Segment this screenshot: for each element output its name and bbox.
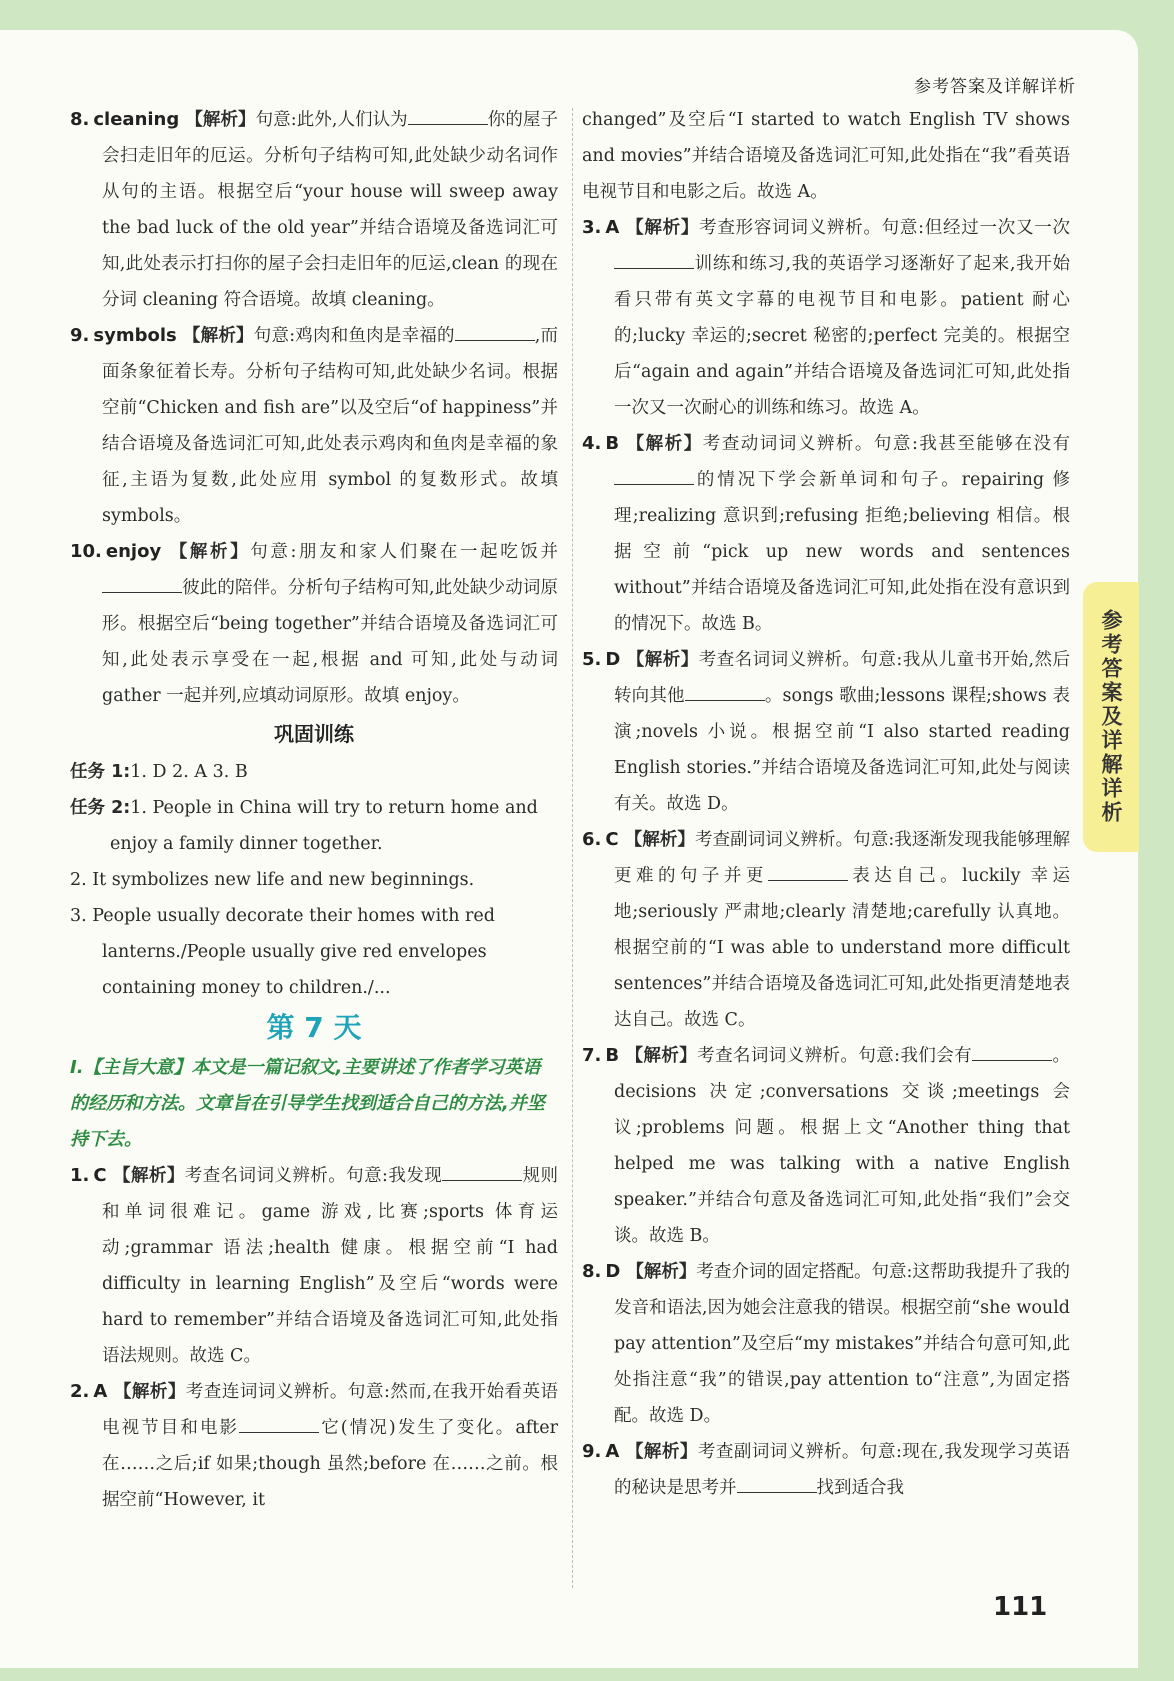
side-tab: 参考答案及详解详析: [1083, 582, 1139, 852]
day-title: 第 7 天: [266, 1011, 362, 1044]
task1: 任务 1:1. D 2. A 3. B: [70, 762, 248, 782]
answer-item: 2. A 【解析】考查连词词义辨析。句意:然而,在我开始看英语电视节目和电影 它(情况)发生了变化。after 在……之后;if 如果;though 虽然;before 在……之前。根据空前“However, it: [70, 1381, 558, 1510]
answer-item: 1. C 【解析】考查名词词义辨析。句意:我发现 规则和单词很难记。game 游戏,比赛;sports 体育运动;grammar 语法;health 健康。根据空前“I had difficulty in learning English”及空后“words were hard to remember”并结合语境及备选词汇可知,此处指语法规则。故选 C。: [70, 1158, 558, 1374]
answer-blank: [972, 1042, 1052, 1061]
answer-item: 6. C 【解析】考查副词词义辨析。句意:我逐渐发现我能够理解更难的句子并更 表达自己。luckily 幸运地;seriously 严肃地;clearly 清楚地;carefully 认真地。根据空前的“I was able to understand more difficult sentences”并结合语境及备选词汇可知,此处指更清楚地表达自己。故选 C。: [582, 829, 1071, 1030]
continued-text: changed”及空后“I started to watch English TV shows and movies”并结合语境及备选词汇可知,此处指在“我”看英语电视节目和电影之后。故选 A。: [582, 110, 1070, 202]
answer-blank: [737, 1474, 817, 1493]
answer-blank: [408, 106, 488, 125]
page-number: 111: [993, 1592, 1048, 1622]
answer-item: 9. symbols 【解析】句意:鸡肉和鱼肉是幸福的 ,而面条象征着长寿。分析句子结构可知,此处缺少名词。根据空前“Chicken and fish are”以及空后“of happiness”并结合语境及备选词汇可知,此处表示鸡肉和鱼肉是幸福的象征,主语为复数,此处应用 symbol 的复数形式。故填 symbols。: [70, 318, 558, 534]
answer-blank: [442, 1162, 522, 1181]
left-column: [70, 102, 558, 1518]
answer-item: 10. enjoy 【解析】句意:朋友和家人们聚在一起吃饭并彼此的陪伴。分析句子结构可知,此处缺少动词原形。根据空后“being together”并结合语境及备选词汇可知,此处表示享受在一起,根据 and 可知,此处与动词 gather 一起并列,应填动词原形。故填 enjoy。: [70, 541, 558, 706]
answer-item: 8. D 【解析】考查介词的固定搭配。句意:这帮助我提升了我的发音和语法,因为她会注意我的错误。根据空前“she would pay attention”及空后“my mistakes”并结合句意可知,此处指注意“我”的错误,pay attention to“注意”,为固定搭配。故选 D。: [582, 1261, 1070, 1426]
answer-blank: [614, 466, 694, 485]
answer-blank: [685, 682, 765, 701]
right-column: [582, 102, 1070, 1506]
answer-item: 9. A 【解析】考查副词词义辨析。句意:现在,我发现学习英语的秘诀是思考并 找到适合我: [582, 1441, 1070, 1498]
answer-item: 5. D 【解析】考查名词词义辨析。句意:我从儿童书开始,然后转向其他 。songs 歌曲;lessons 课程;shows 表演;novels 小说。根据空前“I also started reading English stories.”并结合语境及备选词汇可知,此处与阅读有关。故选 D。: [582, 649, 1071, 814]
answer-blank: [455, 322, 535, 341]
answer-blank: [239, 1414, 319, 1433]
task2: 任务 2:1. People in China will try to return home and enjoy a family dinner together. 2. It symbolizes new life and new beginnings. 3. People usually decorate their homes with red lanterns./People usually give red envelopes containing money to children./...: [70, 798, 538, 998]
answer-item: 7. B 【解析】考查名词词义辨析。句意:我们会有 。decisions 决定;conversations 交谈;meetings 会议;problems 问题。根据上文“Another thing that helped me was talking with a native English speaker.”并结合句意及备选词汇可知,此处指“我们”会交谈。故选 B。: [582, 1038, 1070, 1254]
answer-blank: [768, 862, 848, 881]
answer-blank: [102, 574, 182, 593]
answer-item: 8. cleaning 【解析】句意:此外,人们认为 你的屋子会扫走旧年的厄运。分析句子结构可知,此处缺少动名词作从句的主语。根据空后“your house will sweep away the bad luck of the old year”并结合语境及备选词汇可知,此处表示打扫你的屋子会扫走旧年的厄运,clean 的现在分词 cleaning 符合语境。故填 cleaning。: [70, 102, 558, 318]
section-title: 巩固训练: [274, 722, 354, 746]
summary: Ⅰ.【主旨大意】本文是一篇记叙文,主要讲述了作者学习英语的经历和方法。文章旨在引导学生找到适合自己的方法,并坚持下去。: [70, 1057, 545, 1150]
answer-item: 3. A 【解析】考查形容词词义辨析。句意:但经过一次又一次训练和练习,我的英语学习逐渐好了起来,我开始看只带有英文字幕的电视节目和电影。patient 耐心的;lucky 幸运的;secret 秘密的;perfect 完美的。根据空后“again and again”并结合语境及备选词汇可知,此处指一次又一次耐心的训练和练习。故选 A。: [582, 217, 1070, 418]
page-header: 参考答案及详解详析: [914, 77, 1076, 97]
answer-blank: [614, 250, 694, 269]
answer-item: 4. B 【解析】考查动词词义辨析。句意:我甚至能够在没有的情况下学会新单词和句子。repairing 修理;realizing 意识到;refusing 拒绝;believing 相信。根据空前“pick up new words and sentences without”并结合语境及备选词汇可知,此处指在没有意识到的情况下。故选 B。: [582, 433, 1070, 634]
column-divider: [572, 108, 573, 1588]
